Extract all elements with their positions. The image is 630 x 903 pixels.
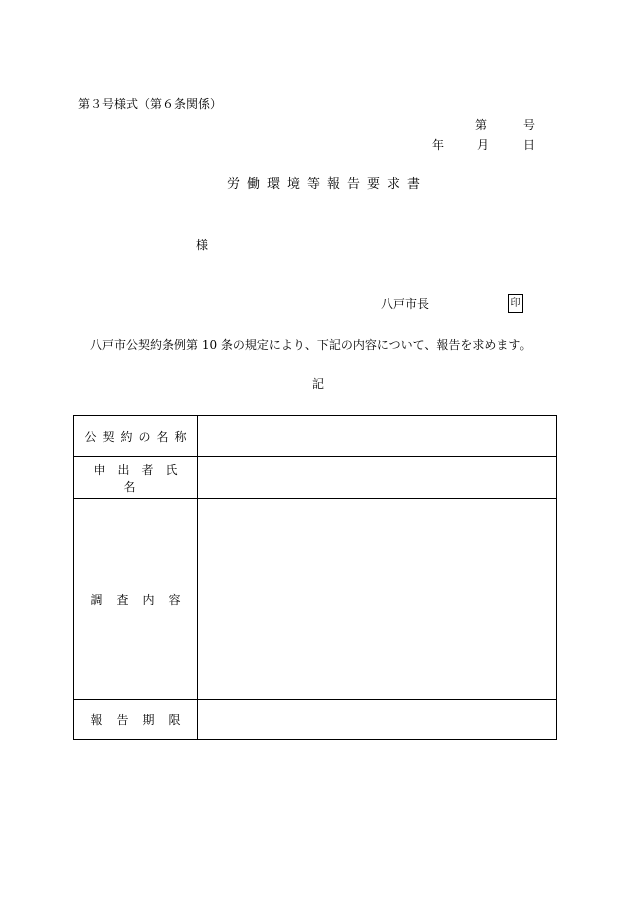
table-row-deadline bbox=[74, 700, 557, 740]
deadline-label: 報告期限 bbox=[90, 713, 195, 727]
number-prefix: 第 bbox=[475, 118, 488, 132]
deadline-field[interactable] bbox=[198, 700, 557, 740]
form-number-label: 第３号様式（第６条関係） bbox=[78, 97, 223, 111]
applicant-name-field[interactable] bbox=[198, 457, 557, 499]
date-year-label: 年 bbox=[432, 138, 445, 152]
number-suffix: 号 bbox=[523, 118, 536, 132]
contract-name-label-cell bbox=[74, 416, 198, 457]
investigation-label-cell bbox=[74, 499, 198, 700]
investigation-label: 調査内容 bbox=[90, 592, 195, 607]
table-row-contract-name bbox=[74, 416, 557, 457]
investigation-content-field[interactable] bbox=[198, 499, 557, 700]
addressee-honorific: 様 bbox=[196, 238, 209, 252]
date-month-label: 月 bbox=[477, 138, 490, 152]
document-title: 労働環境等報告要求書 bbox=[227, 177, 428, 192]
notation-ki: 記 bbox=[312, 377, 325, 391]
issuer-name: 八戸市長 bbox=[381, 297, 430, 311]
date-day-label: 日 bbox=[523, 138, 536, 152]
applicant-label: 申出者氏名 bbox=[93, 462, 190, 494]
seal-stamp-mark: 印 bbox=[508, 294, 523, 313]
deadline-label-cell bbox=[74, 700, 198, 740]
applicant-label-cell bbox=[74, 457, 198, 499]
report-request-table bbox=[73, 415, 557, 740]
contract-name-label: 公契約の名称 bbox=[84, 429, 193, 444]
contract-name-field[interactable] bbox=[198, 416, 557, 457]
request-body-text: 八戸市公契約条例第 10 条の規定により、下記の内容について、報告を求めます。 bbox=[90, 338, 532, 352]
table-row-applicant bbox=[74, 457, 557, 499]
table-row-investigation bbox=[74, 499, 557, 700]
